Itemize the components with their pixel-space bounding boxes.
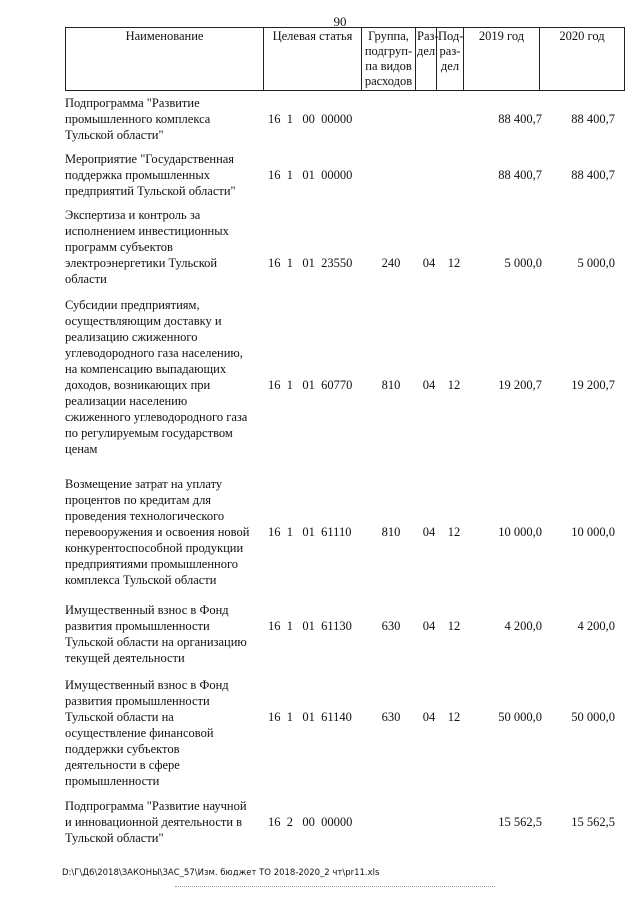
row-2019-value: 88 400,7 (498, 168, 542, 182)
row-section: 04 (422, 378, 436, 392)
row-name-line: электроэнергетики Тульской (65, 256, 218, 270)
row-group: 810 (381, 525, 401, 539)
row-name-line: на компенсацию выпадающих (65, 362, 227, 376)
row-name-line: комплекса Тульской области (65, 573, 217, 587)
row-name-line: осуществляющим доставку и (65, 314, 222, 328)
row-name (65, 95, 265, 143)
row-name-line: реализацию сжиженного (65, 330, 198, 344)
row-name-line: Имущественный взнос в Фонд (65, 678, 229, 692)
row-name-line: конкурентоспособной продукции (65, 541, 244, 555)
row-2019-value: 4 200,0 (504, 619, 542, 633)
row-subsection: 12 (447, 619, 461, 633)
row-2019-value: 15 562,5 (498, 815, 542, 829)
row-name-line: поддержки субъектов (65, 742, 180, 756)
row-name (65, 677, 265, 789)
row-name-line: Имущественный взнос в Фонд (65, 603, 229, 617)
row-name-line: процентов по кредитам для (65, 493, 212, 507)
row-name-line: Тульской области" (65, 831, 164, 845)
row-2020-value: 10 000,0 (571, 525, 615, 539)
row-name (65, 151, 265, 199)
row-name-line: Экспертиза и контроль за (65, 208, 201, 222)
row-name-line: промышленности (65, 774, 160, 788)
row-name-line: осуществление финансовой (65, 726, 214, 740)
row-2019-value: 5 000,0 (504, 256, 542, 270)
footer-divider (175, 886, 495, 887)
row-subsection: 12 (447, 378, 461, 392)
row-name-line: Субсидии предприятиям, (65, 298, 200, 312)
row-2020-value: 50 000,0 (571, 710, 615, 724)
row-group: 630 (381, 619, 401, 633)
header-2019: 2019 год (464, 28, 540, 91)
file-path-footer: D:\Г\Д6\2018\ЗАКОНЫ\ЗАС_57\Изм. бюджет ТО 2018-2020_2 чт\pr11.xls (62, 868, 380, 878)
row-section: 04 (422, 525, 436, 539)
row-name-line: области (65, 272, 107, 286)
header-target-article: Целевая статья (264, 28, 362, 91)
row-name-line: Тульской области" (65, 128, 164, 142)
row-name-line: текущей деятельности (65, 651, 185, 665)
row-name-line: перевооружения и освоения новой (65, 525, 250, 539)
row-name-line: Подпрограмма "Развитие научной (65, 799, 247, 813)
row-name (65, 602, 265, 666)
row-name (65, 798, 265, 846)
row-name (65, 207, 265, 287)
row-name-line: проведения технологического (65, 509, 225, 523)
row-target-code: 16 1 00 00000 (268, 112, 353, 126)
row-name (65, 476, 265, 588)
row-name-line: Мероприятие "Государственная (65, 152, 235, 166)
table-header (65, 27, 625, 91)
row-name-line: исполнением инвестиционных (65, 224, 229, 238)
row-target-code: 16 1 01 00000 (268, 168, 353, 182)
row-target-code: 16 1 01 60770 (268, 378, 353, 392)
row-2019-value: 19 200,7 (498, 378, 542, 392)
header-2020: 2020 год (540, 28, 625, 91)
row-name-line: углеводородного газа населению, (65, 346, 243, 360)
row-section: 04 (422, 256, 436, 270)
row-name-line: предприятиями промышленного (65, 557, 239, 571)
row-name-line: реализации населению (65, 394, 188, 408)
row-subsection: 12 (447, 525, 461, 539)
row-name-line: развития промышленности (65, 619, 210, 633)
row-name-line: деятельности в сфере (65, 758, 180, 772)
row-name-line: доходов, возникающих при (65, 378, 211, 392)
row-name-line: и инновационной деятельности в (65, 815, 243, 829)
row-2019-value: 10 000,0 (498, 525, 542, 539)
row-name-line: Возмещение затрат на уплату (65, 477, 223, 491)
row-name-line: программ субъектов (65, 240, 173, 254)
row-subsection: 12 (447, 710, 461, 724)
row-target-code: 16 2 00 00000 (268, 815, 353, 829)
row-section: 04 (422, 619, 436, 633)
row-2020-value: 19 200,7 (571, 378, 615, 392)
header-expense-group: Группа, подгруп- па видов расходов (362, 28, 416, 91)
row-name-line: ценам (65, 442, 98, 456)
row-name-line: по регулируемым государством (65, 426, 233, 440)
row-name-line: предприятий Тульской области" (65, 184, 236, 198)
header-section: Раз- дел (416, 28, 437, 91)
row-group: 240 (381, 256, 401, 270)
row-name-line: поддержка промышленных (65, 168, 210, 182)
row-name-line: Тульской области на организацию (65, 635, 247, 649)
row-group: 630 (381, 710, 401, 724)
row-target-code: 16 1 01 61130 (268, 619, 352, 633)
row-2019-value: 88 400,7 (498, 112, 542, 126)
row-group: 810 (381, 378, 401, 392)
row-target-code: 16 1 01 61110 (268, 525, 352, 539)
row-name-line: Тульской области на (65, 710, 174, 724)
row-subsection: 12 (447, 256, 461, 270)
row-section: 04 (422, 710, 436, 724)
row-2020-value: 5 000,0 (577, 256, 615, 270)
row-2020-value: 15 562,5 (571, 815, 615, 829)
header-name: Наименование (66, 28, 264, 91)
header-subsection: Под- раз- дел (437, 28, 464, 91)
page-number: 90 (333, 14, 347, 29)
row-2020-value: 4 200,0 (577, 619, 615, 633)
row-2019-value: 50 000,0 (498, 710, 542, 724)
row-target-code: 16 1 01 23550 (268, 256, 353, 270)
row-name (65, 297, 265, 457)
row-2020-value: 88 400,7 (571, 168, 615, 182)
row-target-code: 16 1 01 61140 (268, 710, 352, 724)
row-name-line: промышленного комплекса (65, 112, 211, 126)
row-name-line: Подпрограмма "Развитие (65, 96, 200, 110)
row-name-line: развития промышленности (65, 694, 210, 708)
row-2020-value: 88 400,7 (571, 112, 615, 126)
row-name-line: сжиженного углеводородного газа (65, 410, 248, 424)
